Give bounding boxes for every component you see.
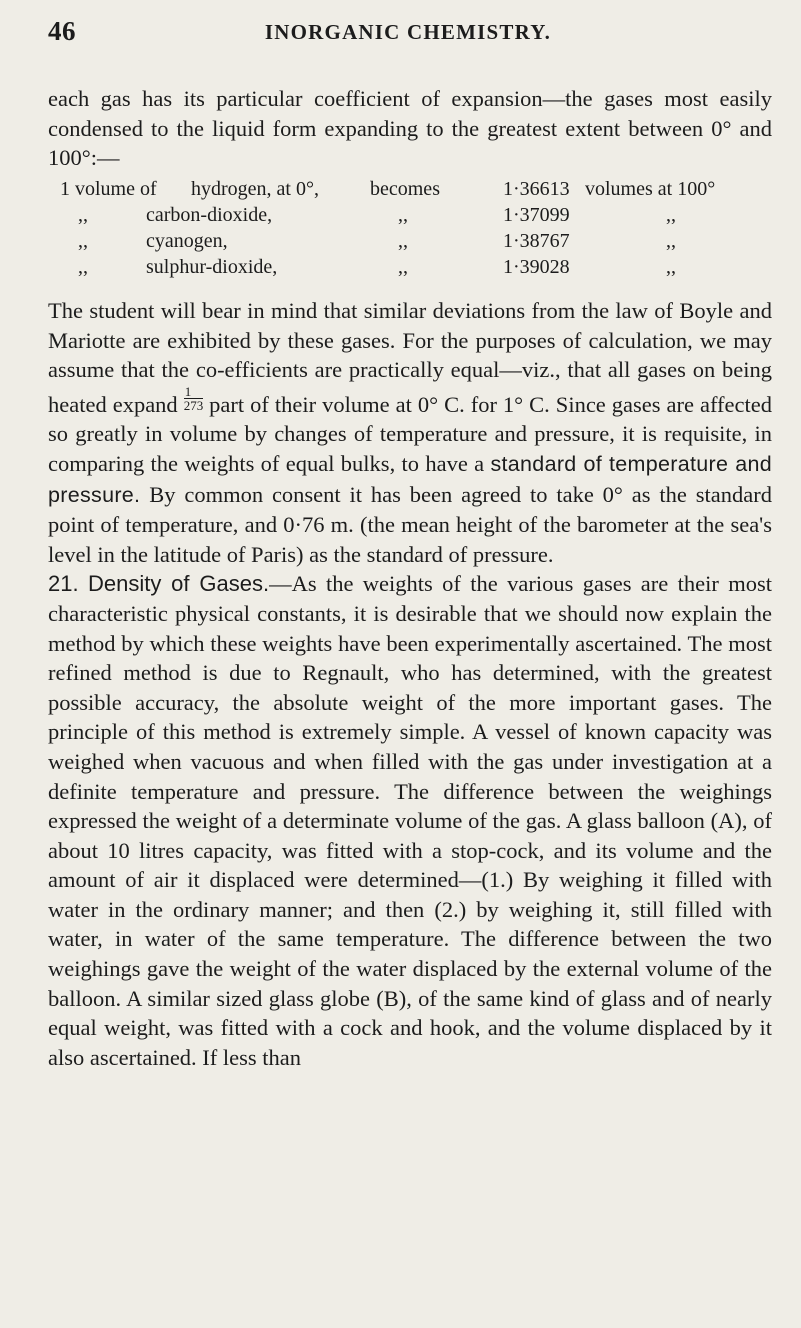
row-value: 1·39028 xyxy=(503,256,570,278)
section-title: Density of Gases. xyxy=(87,571,270,597)
fraction-denominator: 273 xyxy=(183,397,204,413)
page-number: 46 xyxy=(48,16,76,46)
row-lead: ,, xyxy=(78,230,88,252)
row-unit: volumes at 100° xyxy=(585,178,716,200)
row-verb: becomes xyxy=(370,178,440,200)
row-gas: sulphur-dioxide, xyxy=(146,256,278,278)
intro-paragraph xyxy=(48,84,772,173)
row-verb: ,, xyxy=(398,204,408,226)
para-text: part of their volume at 0° C. for 1° C. Since gases are affected so greatly in volume by changes of temperature and pressure, it is requisite, in comparing the weights of equal bulks, to have a xyxy=(48,391,772,476)
emphasis-standard: standard of temperature and pressure. xyxy=(48,451,772,507)
row-unit: ,, xyxy=(666,230,676,252)
paragraph-density xyxy=(48,569,772,1072)
row-gas: carbon-dioxide, xyxy=(146,204,273,226)
row-gas: cyanogen, xyxy=(146,230,228,252)
main-text xyxy=(48,296,772,1072)
row-value: 1·36613 xyxy=(503,178,570,200)
expansion-table xyxy=(60,176,772,280)
row-verb: ,, xyxy=(398,256,408,278)
paragraph-standard xyxy=(48,296,772,569)
para-text: The student will bear in mind that similar deviations from the law of Boyle and Mariotte are exhibited by these gases. For the purposes of calculation, we may assume that the co-efficients are practically equal—viz., that all gases on being heated expand xyxy=(48,298,772,417)
row-unit: ,, xyxy=(666,256,676,278)
running-title: INORGANIC CHEMISTRY. xyxy=(264,20,552,44)
fraction xyxy=(184,385,204,412)
table-row xyxy=(60,228,772,254)
row-lead: 1 volume of xyxy=(60,178,157,200)
row-gas: hydrogen, at 0°, xyxy=(191,178,319,200)
section-number: 21. xyxy=(48,571,79,597)
running-header xyxy=(48,16,768,52)
row-lead: ,, xyxy=(78,256,88,278)
para-text: —As the weights of the various gases are their most characteristic physical constants, it is desirable that we should now explain the method by which these weights have been experimentally ascertained. The most refined method is due to Regnault, who has determined, with the greatest possible accuracy, the absolute weight of the more important gases. The principle of this method is extremely simple. A vessel of known capacity was weighed when vacuous and when filled with the gas under investigation at a definite temperature and pressure. The difference between the weighings expressed the weight of a determinate volume of the gas. A glass balloon (A), of about 10 litres capacity, was fitted with a stop-cock, and its volume and the amount of air it displaced were determined—(1.) By weighing it filled with water in the ordinary manner; and then (2.) by weighing it, still filled with water, in water of the same temperature. The difference between the two weighings gave the weight of the water displaced by the external volume of the balloon. A similar sized glass globe (B), of the same kind of glass and of nearly equal weight, was fitted with a cock and hook, and the volume displaced by it also ascertained. If less than xyxy=(48,571,772,1070)
fraction-numerator: 1 xyxy=(184,385,204,399)
row-unit: ,, xyxy=(666,204,676,226)
row-value: 1·38767 xyxy=(503,230,570,252)
table-row xyxy=(60,176,772,202)
table-row xyxy=(60,202,772,228)
row-lead: ,, xyxy=(78,204,88,226)
intro-text: each gas has its particular coefficient of expansion—the gases most easily condensed to the liquid form expanding to the greatest extent between 0° and 100°:— xyxy=(48,86,772,171)
table-row xyxy=(60,254,772,280)
row-verb: ,, xyxy=(398,230,408,252)
row-value: 1·37099 xyxy=(503,204,570,226)
para-text: By common consent it has been agreed to take 0° as the standard point of temperature, and 0·76 m. (the mean height of the barometer at the sea's level in the latitude of Paris) as the standard of pressure. xyxy=(48,481,772,567)
